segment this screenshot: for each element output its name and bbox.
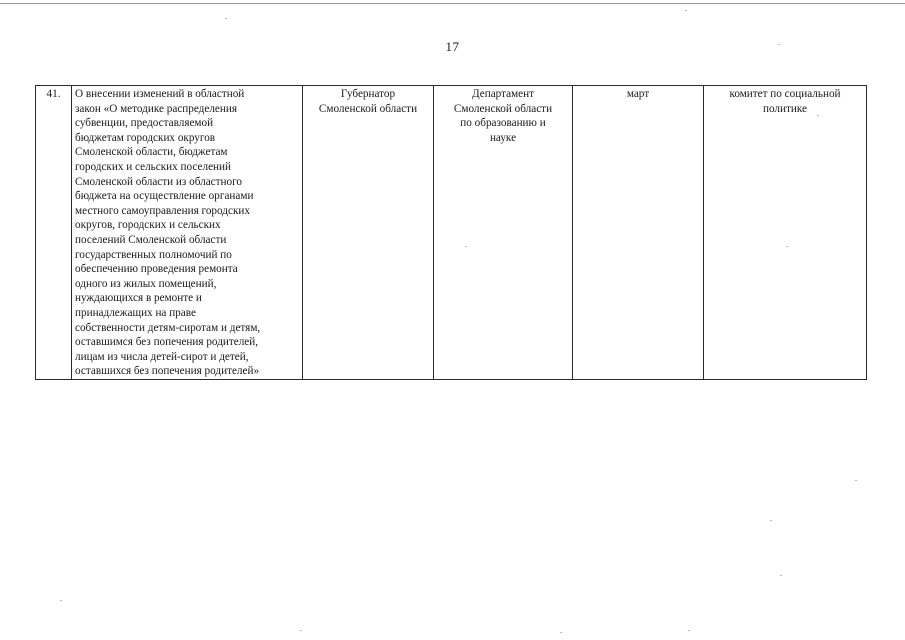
table-row	[36, 86, 867, 380]
scan-speck	[225, 18, 227, 19]
row-number-cell: 41.	[36, 86, 72, 380]
legislation-plan-table	[35, 85, 867, 380]
scan-speck	[770, 520, 772, 521]
scan-speck	[465, 246, 467, 247]
scan-speck	[817, 115, 819, 116]
committee-cell: комитет по социальной политике	[704, 86, 867, 380]
top-scan-rule	[0, 3, 905, 4]
deadline-cell: март	[573, 86, 704, 380]
scan-speck	[685, 10, 687, 11]
scan-speck	[780, 575, 782, 576]
scan-speck	[60, 600, 62, 601]
scan-speck	[300, 630, 302, 631]
scan-speck	[688, 630, 690, 631]
developer-cell: Департамент Смоленской области по образованию и науке	[434, 86, 573, 380]
scan-speck	[778, 44, 780, 45]
page-number: 17	[445, 39, 460, 54]
scan-speck	[560, 632, 562, 633]
scan-speck	[855, 480, 857, 481]
scan-speck	[786, 246, 788, 247]
initiator-cell: Губернатор Смоленской области	[303, 86, 434, 380]
bill-title-cell: О внесении изменений в областной закон «О методике распределения субвенции, предоставляемой бюджетам городских округов Смоленской области, бюджетам городских и сельских поселений Смоленской области из областного бюджета на осуществление органами местного самоуправления городских округов, городских и сельских поселений Смоленской области государственных полномочий по обеспечению проведения ремонта одного из жилых помещений, нуждающихся в ремонте и принадлежащих на праве собственности детям-сиротам и детям, оставшимся без попечения родителей, лицам из числа детей-сирот и детей, оставшихся без попечения родителей»	[72, 86, 303, 380]
